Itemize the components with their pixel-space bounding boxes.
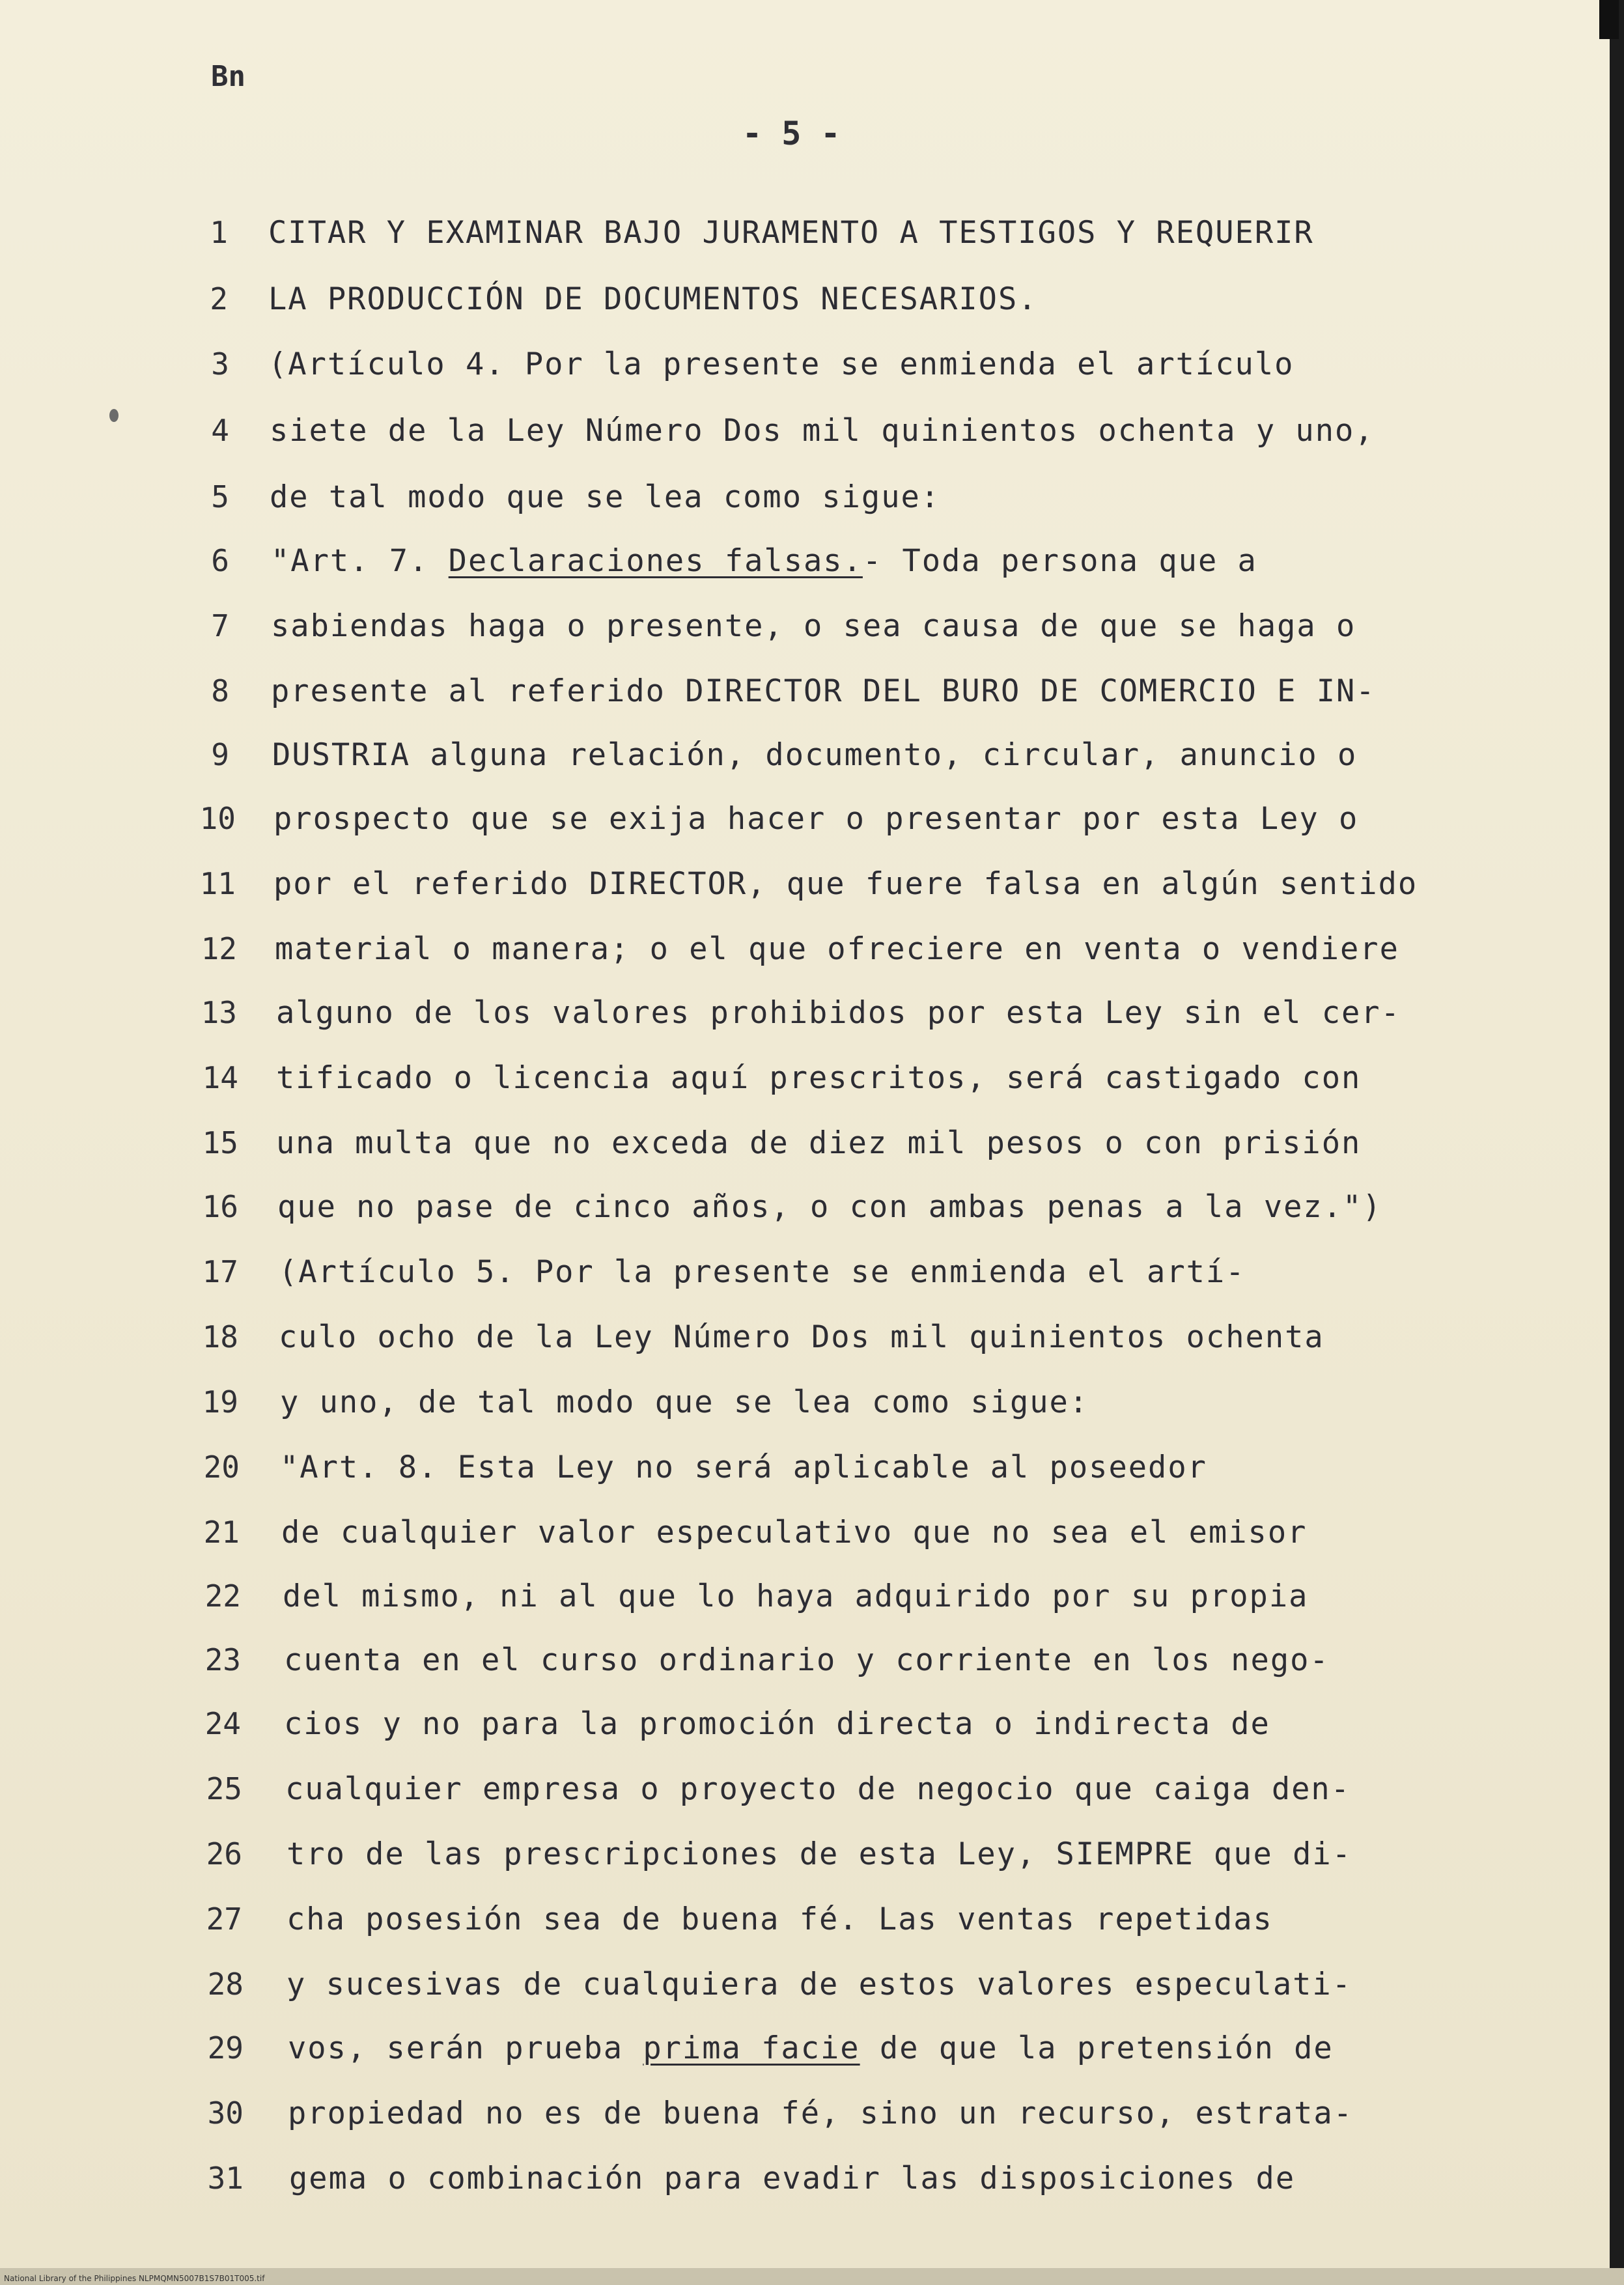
line-text: presente al referido DIRECTOR DEL BURO DE COMERCIO E IN- [271, 673, 1376, 709]
line-text: de cualquier valor especulativo que no sea el emisor [281, 1515, 1308, 1550]
line-number: 16 [202, 1189, 238, 1224]
scan-edge-notch [1599, 0, 1619, 39]
line-number: 11 [199, 866, 236, 901]
line-text: cualquier empresa o proyecto de negocio que caiga den- [285, 1771, 1351, 1807]
line-number: 25 [206, 1771, 242, 1806]
line-number: 24 [204, 1706, 241, 1741]
line-number: 9 [211, 737, 229, 772]
line-text: material o manera; o el que ofreciere en venta o vendiere [275, 931, 1399, 967]
line-number: 14 [202, 1060, 238, 1095]
line-number: 8 [211, 673, 229, 708]
line-number: 15 [202, 1125, 238, 1160]
line-text: cha posesión sea de buena fé. Las ventas repetidas [287, 1901, 1273, 1937]
line-number: 7 [211, 608, 229, 643]
line-text: LA PRODUCCIÓN DE DOCUMENTOS NECESARIOS. [268, 281, 1038, 317]
underlined-phrase: prima facie [643, 2030, 860, 2066]
line-text: CITAR Y EXAMINAR BAJO JURAMENTO A TESTIGOS Y REQUERIR [268, 215, 1314, 251]
line-text-tail: - Toda persona que a [862, 543, 1257, 579]
header-initials: Bn [211, 60, 245, 93]
line-text [288, 2030, 1334, 2066]
line-number: 28 [207, 1967, 244, 2002]
line-number: 3 [211, 346, 229, 382]
line-number: 17 [202, 1254, 238, 1289]
archive-footer: National Library of the Philippines NLPMQMN5007B1S7B01T005.tif [4, 2274, 265, 2283]
line-number: 23 [204, 1642, 241, 1677]
line-number: 31 [207, 2161, 244, 2196]
scan-edge-right [1610, 0, 1624, 2285]
line-text: sabiendas haga o presente, o sea causa de que se haga o [271, 608, 1356, 644]
line-text: (Artículo 4. Por la presente se enmienda el artículo [268, 346, 1295, 382]
line-text-lead: "Art. 7. [271, 543, 449, 579]
line-text: gema o combinación para evadir las disposiciones de [289, 2161, 1296, 2196]
line-number: 18 [202, 1319, 238, 1354]
line-number: 5 [211, 479, 229, 514]
line-number: 2 [210, 281, 228, 316]
line-text-tail: de que la pretensión de [860, 2030, 1334, 2066]
line-text: cios y no para la promoción directa o indirecta de [284, 1706, 1270, 1742]
line-number: 29 [207, 2030, 244, 2066]
line-text: alguno de los valores prohibidos por esta Ley sin el cer- [276, 995, 1401, 1031]
line-number: 30 [207, 2096, 244, 2131]
line-text: "Art. 8. Esta Ley no será aplicable al poseedor [280, 1450, 1207, 1485]
line-text: y uno, de tal modo que se lea como sigue: [280, 1384, 1089, 1420]
line-number: 27 [206, 1901, 242, 1937]
line-text: prospecto que se exija hacer o presentar por esta Ley o [273, 801, 1359, 837]
line-text: que no pase de cinco años, o con ambas penas a la vez.") [277, 1189, 1382, 1225]
line-text: de tal modo que se lea como sigue: [270, 479, 941, 515]
line-text: y sucesivas de cualquiera de estos valores especulati- [287, 1967, 1352, 2002]
line-number: 13 [201, 995, 237, 1030]
underlined-heading: Declaraciones falsas. [448, 543, 863, 579]
line-text: una multa que no exceda de diez mil pesos o con prisión [276, 1125, 1362, 1161]
line-text: por el referido DIRECTOR, que fuere falsa en algún sentido [273, 866, 1418, 902]
scan-speck [109, 409, 119, 422]
line-number: 19 [202, 1384, 238, 1420]
line-number: 20 [203, 1450, 240, 1485]
line-text-lead: vos, serán prueba [288, 2030, 643, 2066]
line-number: 10 [199, 801, 236, 836]
line-number: 21 [203, 1515, 240, 1550]
line-number: 22 [204, 1578, 241, 1614]
line-text: propiedad no es de buena fé, sino un recurso, estrata- [288, 2096, 1354, 2131]
line-text: siete de la Ley Número Dos mil quinientos ochenta y uno, [270, 413, 1375, 449]
page-number: - 5 - [742, 115, 841, 152]
line-number: 26 [206, 1836, 242, 1871]
line-number: 4 [211, 413, 229, 448]
line-number: 6 [211, 543, 229, 578]
line-text [271, 543, 1257, 579]
line-text: tro de las prescripciones de esta Ley, SIEMPRE que di- [287, 1836, 1352, 1872]
line-number: 1 [210, 215, 228, 250]
line-text: del mismo, ni al que lo haya adquirido por su propia [283, 1578, 1309, 1614]
line-text: DUSTRIA alguna relación, documento, circular, anuncio o [272, 737, 1358, 773]
line-text: cuenta en el curso ordinario y corriente en los nego- [284, 1642, 1330, 1678]
line-text: (Artículo 5. Por la presente se enmienda el artí- [279, 1254, 1246, 1290]
line-text: tificado o licencia aquí prescritos, será castigado con [276, 1060, 1362, 1096]
line-text: culo ocho de la Ley Número Dos mil quinientos ochenta [279, 1319, 1324, 1355]
line-number: 12 [201, 931, 237, 966]
